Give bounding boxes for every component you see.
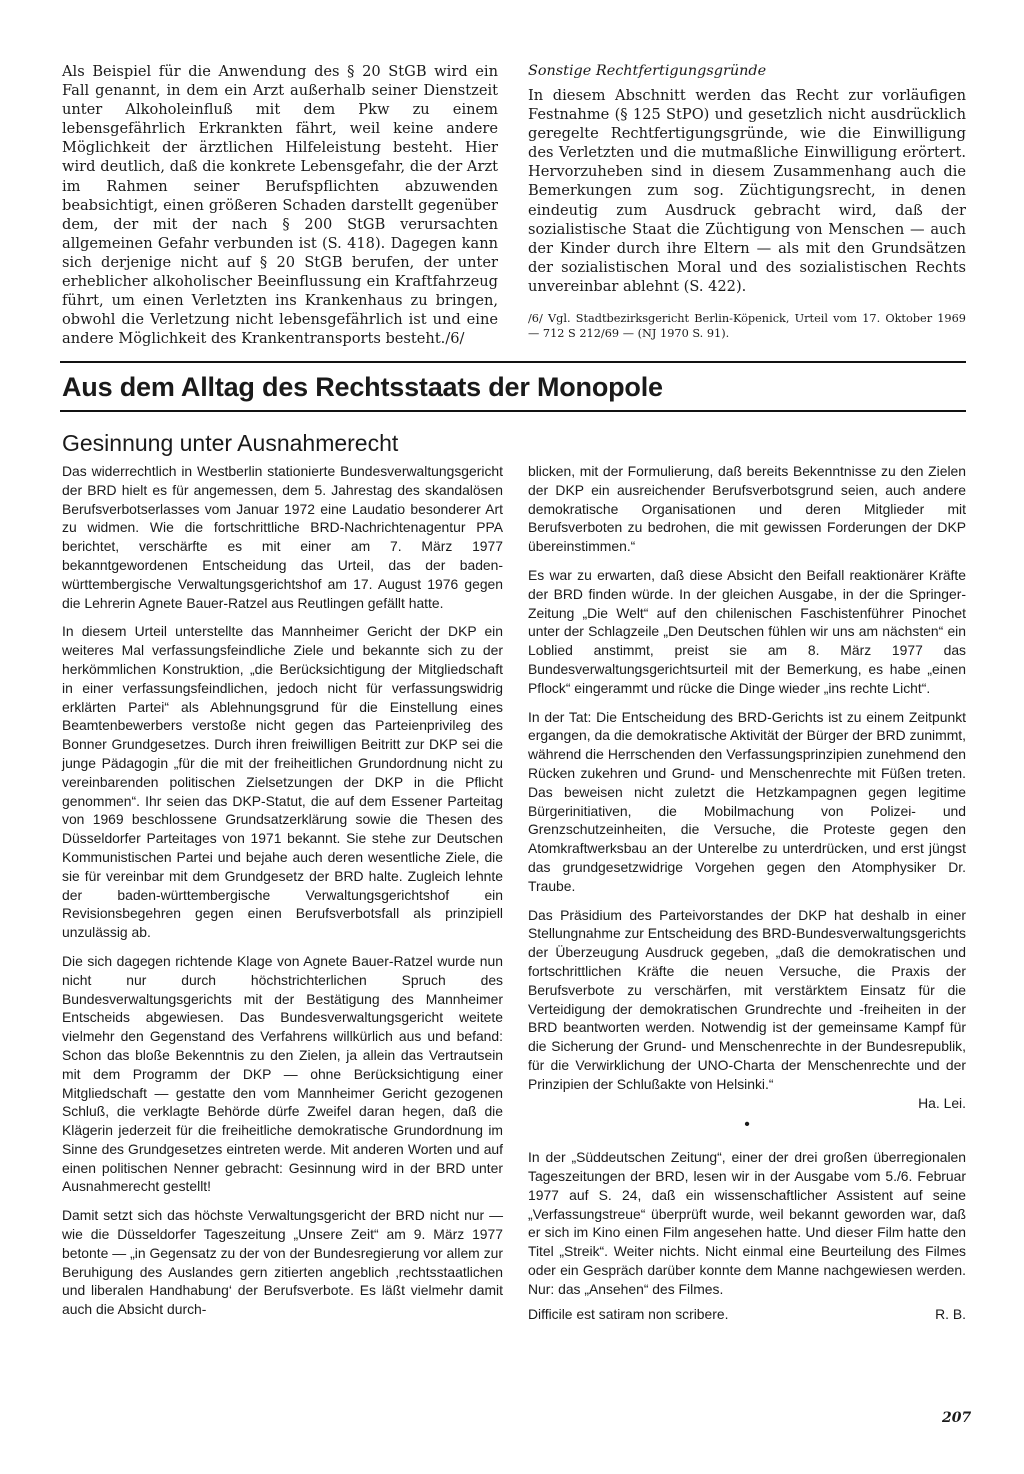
top-right-paragraph: In diesem Abschnitt werden das Recht zur vorläufigen Festnahme (§ 125 StPO) und gesetzlich nicht ausdrücklich geregelte Rechtfertigungsgründe, wie die Einwilligung des Verletzten und die mutmaßliche Einwilligung erörtert. Hervorzuheben sind in diesem Zusammenhang auch die Bemerkungen zum sog. Züchtigungsrecht, in denen eindeutig zum Ausdruck gebracht wird, daß der sozialistische Staat die Züchtigung von Menschen — auch der Kinder durch ihre Eltern — als mit den Grundsätzen der sozialistischen Moral und des sozialistischen Rechts unvereinbar ablehnt (S. 422). — [528, 87, 966, 295]
article-paragraph: In der „Süddeutschen Zeitung“, einer der drei großen überregionalen Tageszeitungen der BRD, lesen wir in der Ausgabe vom 5./6. Februar 1977 auf S. 24, daß ein wissenschaftlicher Assistent auf seine „Verfassungstreue“ überprüft wurde, weil bekannt geworden war, daß er sich im Kino einen Film angesehen hatte. Und dieser Film hatte den Titel „Streik“. Weiter nichts. Nicht einmal eine Beurteilung des Filmes oder ein Gespräch darüber konnte dem Manne nachgewiesen werden. Nur: das „Ansehen“ des Filmes. — [528, 1149, 966, 1297]
article-paragraph: Es war zu erwarten, daß diese Absicht den Beifall reaktionärer Kräfte der BRD finden würde. In der gleichen Ausgabe, in der die Springer-Zeitung „Die Welt“ auf den chilenischen Faschistenführer Pinochet unter der Schlagzeile „Den Deutschen fühlen wir uns am nächsten“ ein Loblied anstimmt, preist sie am 8. März 1977 das Bundesverwaltungsgerichtsurteil mit der Bemerkung, es habe „einen Pflock“ eingerammt und rücke die Dinge wieder „ins rechte Licht“. — [528, 566, 966, 696]
subsection-heading: Sonstige Rechtfertigungsgründe — [528, 63, 767, 79]
page-number: 207 — [942, 1410, 972, 1426]
author-signature: Ha. Lei. — [918, 1094, 966, 1111]
closing-quote: Difficile est satiram non scribere. — [528, 1305, 729, 1322]
article-paragraph: Die sich dagegen richtende Klage von Agnete Bauer-Ratzel wurde nun nicht nur durch höchstrichterlichen Spruch des Bundesverwaltungsgerichts mit der Bestätigung des Mannheimer Entscheids abgewiesen. Das Bundesverwaltungsgericht weitete vielmehr den Gegenstand des Verfahrens willkürlich aus und befand: Schon das bloße Bekenntnis zu den Zielen, ja allein das Vertrautsein mit dem Programm der DKP — ohne Berücksichtigung einer Mitgliedschaft — gestatte den vom Mannheimer Gericht gezogenen Schluß, die verklagte Behörde dürfe Zweifel daran hegen, daß die Klägerin jederzeit für die freiheitliche demokratische Grundordnung im Sinne des Grundgesetzes eintreten werde. Mit anderen Worten und auf einen politischen Nenner gebracht: Gesinnung wird in der BRD unter Ausnahmerecht gestellt! — [62, 952, 503, 1195]
section-rule-bottom — [60, 410, 966, 412]
article-paragraph: Das Präsidium des Parteivorstandes der DKP hat deshalb in einer Stellungnahme zur Entscheidung des BRD-Bundesverwaltungsgerichts der Überzeugung Ausdruck gegeben, „daß die demokratischen und fortschrittlichen Kräfte die neuen Versuche, die Praxis der Berufsverbote zu verschärfen, mit verstärktem Einsatz für die Verteidigung der demokratischen Grundrechte und -freiheiten in der BRD beantworten werden. Notwendig ist der gemeinsame Kampf für die Sicherung der Grund- und Menschenrechte in der Bundesrepublik, für die Verwirklichung der UNO-Charta der Menschenrechte und der Prinzipien der Schlußakte von Helsinki.“ — [528, 906, 966, 1092]
top-right-column — [528, 62, 966, 341]
article-paragraph: In diesem Urteil unterstellte das Mannheimer Gericht der DKP ein weiteres Mal verfassungsfeindliche Ziele und bekannte sich zu der herkömmlichen Konstruktion, „die Berücksichtigung der Mitgliedschaft in einer verfassungsfeindlichen, jedoch nicht für verfassungswidrig erklärten Partei“ als Ablehnungsgrund für die Einstellung eines Beamtenbewerbers verstoße nicht gegen das Parteienprivileg des Bonner Grundgesetzes. Durch ihren freiwilligen Beitritt zur DKP sei die junge Pädagogin „für die mit der freiheitlichen Grundordnung nicht zu vereinbarenden politischen Zielsetzungen der DKP in die Pflicht genommen“. Ihr seien das DKP-Statut, die auf dem Essener Parteitag von 1969 beschlossene Grundsatzerklärung sowie die Thesen des Düsseldorfer Parteitages von 1971 bekannt. Sie stehe zur Deutschen Kommunistischen Partei und bejahe auch deren wesentliche Ziele, die sie für vereinbar mit dem Grundgesetz der BRD halte. Zugleich lehnte der baden-württembergische Verwaltungsgerichtshof ein Revisionsbegehren gegen einen Berufsverbotsfall als prinzipiell unzulässig ab. — [62, 623, 503, 941]
author-signature: R. B. — [935, 1305, 966, 1322]
article-title: Gesinnung unter Ausnahmerecht — [62, 430, 399, 456]
footnote: /6/ Vgl. Stadtbezirksgericht Berlin-Köpenick, Urteil vom 17. Oktober 1969 — 712 S 212/69 — (NJ 1970 S. 91). — [528, 312, 966, 341]
top-left-paragraph: Als Beispiel für die Anwendung des § 20 StGB wird ein Fall genannt, in dem ein Arzt außerhalb seiner Dienstzeit unter Alkoholeinfluß mit dem Pkw zu einem lebensgefährlich Erkrankten fährt, weil keine andere Möglichkeit der ärztlichen Hilfeleistung besteht. Hier wird deutlich, daß die konkrete Lebensgefahr, die der Arzt im Rahmen seiner Berufspflichten abzuwenden beabsichtigt, einen größeren Schaden darstellt gegenüber dem, der mit der nach § 200 StGB verursachten allgemeinen Gefahr verbunden ist (S. 418). Dagegen kann sich derjenige nicht auf § 20 StGB berufen, der unter erheblicher alkoholischer Beeinflussung ein Kraftfahrzeug führt, um einen Verletzten ins Krankenhaus zu bringen, obwohl die Verletzung nicht lebensgefährlich ist und eine andere Möglichkeit des Krankentransports besteht./6/ — [62, 63, 498, 348]
article-paragraph: blicken, mit der Formulierung, daß bereits Bekenntnisse zu den Zielen der DKP ein ausreichender Berufsverbotsgrund seien, auch andere demokratische Organisationen und deren Mitglieder mit Berufsverboten zu bedrohen, die mit gewissen Forderungen der DKP übereinstimmen.“ — [528, 463, 966, 555]
section-rule-top — [60, 361, 966, 363]
section-title: Aus dem Alltag des Rechtsstaats der Monopole — [62, 372, 663, 402]
article-left-column — [62, 462, 503, 1329]
article-right-column — [528, 462, 966, 1323]
separator-bullet: • — [744, 1116, 750, 1134]
closing-line — [528, 1305, 966, 1324]
article-paragraph: Damit setzt sich das höchste Verwaltungsgericht der BRD nicht nur — wie die Düsseldorfer Tageszeitung „Unsere Zeit“ am 9. März 1977 betonte — „in Gegensatz zu der von der Bundesregierung vor allem zur Beruhigung des Auslandes gern zitierten angeblich ‚rechtsstaatlichen und liberalen Handhabung‘ der Berufsverbote. Es läßt vielmehr damit auch die Absicht durch- — [62, 1207, 503, 1318]
top-left-column — [62, 62, 498, 348]
article-paragraph: Das widerrechtlich in Westberlin stationierte Bundesverwaltungsgericht der BRD hielt es für angemessen, dem 5. Jahrestag des skandalösen Berufsverbotserlasses vom Januar 1972 eine Laudatio besonderer Art zu widmen. Wie die fortschrittliche BRD-Nachrichtenagentur PPA berichtet, verschärfte es mit einer am 7. März 1977 bekanntgewordenen Entscheidung das Urteil, das der baden-württembergische Verwaltungsgerichtshof am 17. August 1976 gegen die Lehrerin Agnete Bauer-Ratzel aus Reutlingen gefällt hatte. — [62, 463, 503, 611]
article-paragraph: In der Tat: Die Entscheidung des BRD-Gerichts ist zu einem Zeitpunkt ergangen, da die demokratische Aktivität der Bürger der BRD zunimmt, während die Herrschenden den Verfassungsprinzipien zunehmend den Rücken zukehren und Grund- und Menschenrechte mit Füßen treten. Das beweisen nicht zuletzt die Hetzkampagnen gegen legitime Bürgerinitiativen, die Mobilmachung von Polizei- und Grenzschutzeinheiten, die Versuche, die Proteste gegen den Atomkraftwerksbau an der Unterelbe zu unterdrücken, und erst jüngst das grundgesetzwidrige Vorgehen gegen den Atomphysiker Dr. Traube. — [528, 708, 966, 894]
